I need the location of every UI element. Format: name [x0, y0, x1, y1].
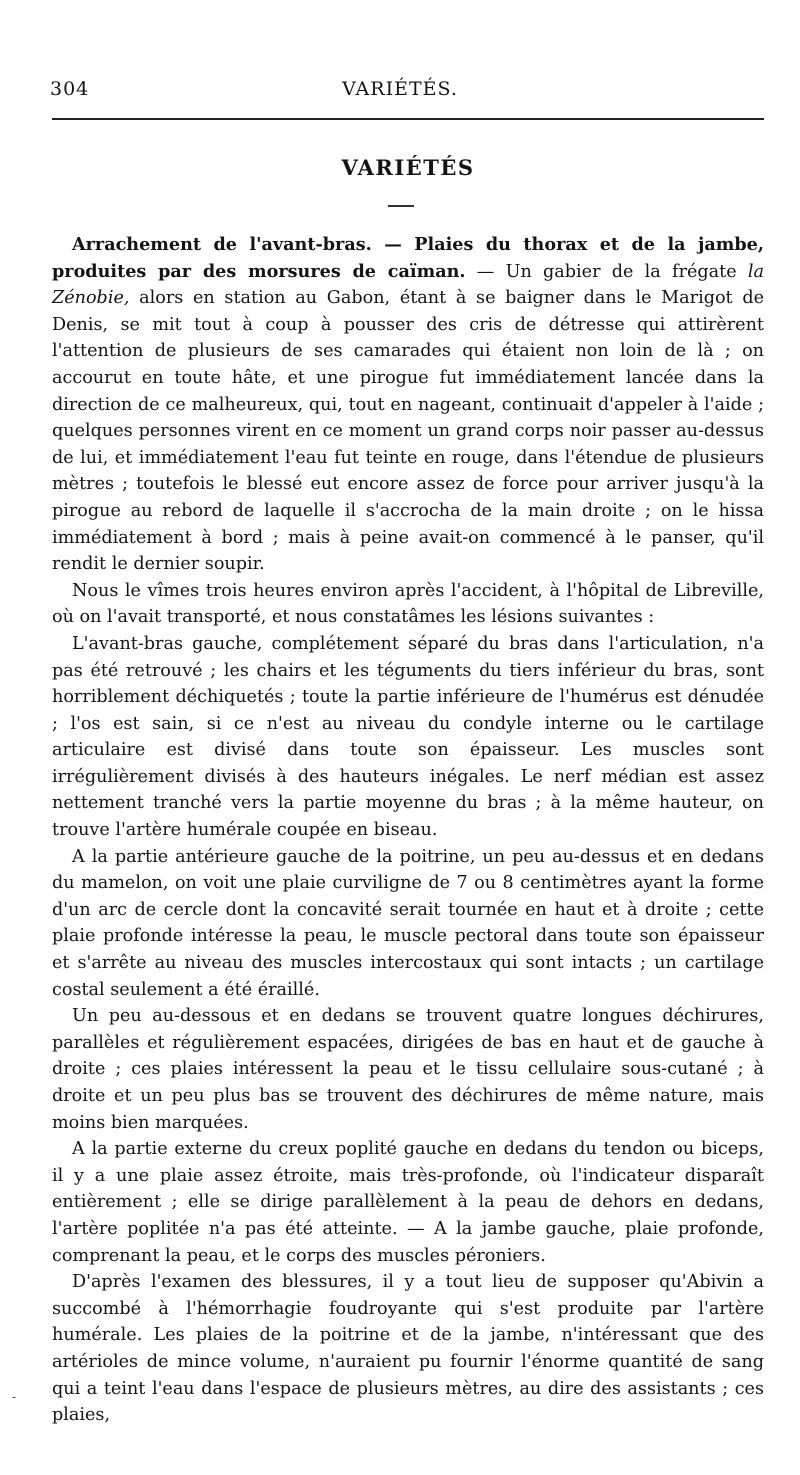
- paragraph-5: Un peu au-dessous et en dedans se trouvent quatre longues déchirures, parallèles et régulièrement espacées, dirigées de bas en haut et de gauche à droite ; ces plaies intéressent la peau et le tissu cellulaire sous-cutané ; à droite et un peu plus bas se trouvent des déchirures de même nature, mais moins bien marquées.: [52, 1006, 764, 1133]
- section-title: VARIÉTÉS: [341, 155, 475, 180]
- running-title: VARIÉTÉS.: [342, 78, 458, 100]
- title-separator: [388, 205, 414, 207]
- ship-name: la Zénobie,: [52, 261, 764, 309]
- article-headline: Arrachement de l'avant-bras. — Plaies du thorax et de la jambe, produites par des morsures de caïman.: [52, 234, 764, 282]
- paragraph-2: Nous le vîmes trois heures environ après l'accident, à l'hôpital de Libreville, où on l'avait transporté, et nous constatâmes les lésions suivantes :: [52, 580, 764, 628]
- paragraph-1-text-a: — Un gabier de la frégate: [465, 261, 748, 282]
- paragraph-1-text-b: alors en station au Gabon, étant à se baigner dans le Marigot de Denis, se mit tout à coup à pousser des cris de détresse qui attirèrent l'attention de plusieurs de ses camarades qui étaient non loin de là ; on accourut en toute hâte, et une pirogue fut immédiatement lancée dans la direction de ce malheureux, qui, tout en nageant, continuait d'appeler à l'aide ; quelques personnes virent en ce moment un grand corps noir passer au-dessus de lui, et immédiatement l'eau fut teinte en rouge, dans l'étendue de plusieurs mètres ; toutefois le blessé eut encore assez de force pour arriver jusqu'à la pirogue au rebord de laquelle il s'accrocha de la main droite ; on le hissa immédiatement à bord ; mais à peine avait-on commencé à le panser, qu'il rendit le dernier soupir.: [52, 288, 764, 575]
- paragraph-7: D'après l'examen des blessures, il y a tout lieu de supposer qu'Abivin a succombé à l'hémorrhagie foudroyante qui s'est produite par l'artère humérale. Les plaies de la poitrine et de la jambe, n'intéressant que des artérioles de mince volume, n'auraient pu fournir l'énorme quantité de sang qui a teint l'eau dans l'espace de plusieurs mètres, au dire des assistants ; ces plaies,: [52, 1272, 764, 1426]
- paragraph-3: L'avant-bras gauche, complétement séparé du bras dans l'articulation, n'a pas été retrouvé ; les chairs et les téguments du tiers inférieur du bras, sont horriblement déchiquetés ; toute la partie inférieure de l'humérus est dénudée ; l'os est sain, si ce n'est au niveau du condyle interne ou le cartilage articulaire est divisé dans toute son épaisseur. Les muscles sont irrégulièrement divisés à des hauteurs inégales. Le nerf médian est assez nettement tranché vers la partie moyenne du bras ; à la même hauteur, on trouve l'artère humérale coupée en biseau.: [52, 633, 764, 841]
- paragraph-4: A la partie antérieure gauche de la poitrine, un peu au-dessus et en dedans du mamelon, on voit une plaie curviligne de 7 ou 8 centimètres ayant la forme d'un arc de cercle dont la concavité serait tournée en haut et à droite ; cette plaie profonde intéresse la peau, le muscle pectoral dans toute son épaisseur et s'arrête au niveau des muscles intercostaux qui sont intacts ; un cartilage costal seulement a été éraillé.: [52, 846, 764, 1000]
- margin-mark: -: [12, 1390, 17, 1404]
- page-header: [40, 78, 760, 114]
- article-body: [52, 232, 764, 1429]
- page-number: 304: [50, 78, 90, 100]
- paragraph-6: A la partie externe du creux poplité gauche en dedans du tendon ou biceps, il y a une plaie assez étroite, mais très-profonde, où l'indicateur disparaît entièrement ; elle se dirige parallèlement à la peau de dehors en dedans, l'artère poplitée n'a pas été atteinte. — A la jambe gauche, plaie profonde, comprenant la peau, et le corps des muscles péroniers.: [52, 1139, 764, 1266]
- paragraph-1: [52, 232, 764, 578]
- header-rule: [52, 118, 764, 120]
